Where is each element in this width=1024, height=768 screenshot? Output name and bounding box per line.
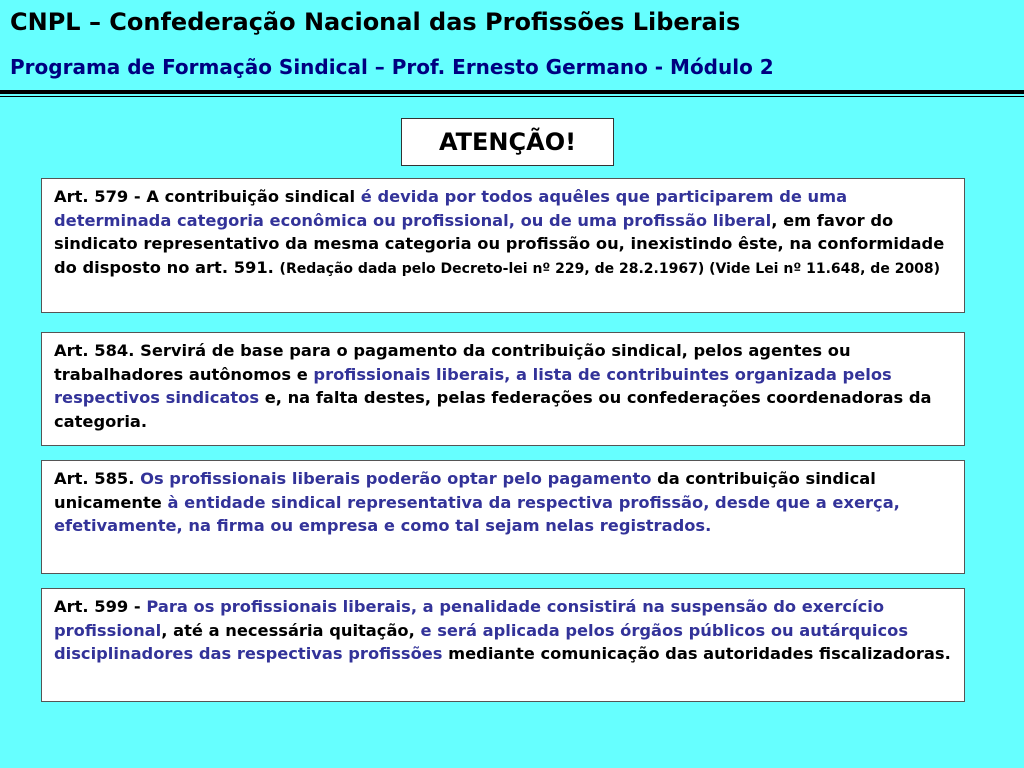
- page-title: CNPL – Confederação Nacional das Profissões Liberais: [10, 8, 741, 36]
- article-599-box: [41, 588, 965, 702]
- header-divider-thick: [0, 90, 1024, 94]
- article-584-text-cont: e, na falta destes, pelas federações ou confederações coordenadoras da categoria.: [54, 388, 932, 432]
- attention-banner: ATENÇÃO!: [401, 118, 614, 166]
- article-579-note: (Redação dada pelo Decreto-lei nº 229, de 28.2.1967) (Vide Lei nº 11.648, de 2008): [279, 261, 941, 278]
- page-subtitle: Programa de Formação Sindical – Prof. Ernesto Germano - Módulo 2: [10, 55, 774, 79]
- article-599-highlight: Para os profissionais liberais, a penalidade consistirá na suspensão do exercício profissional: [54, 597, 885, 640]
- article-579-highlight: é devida por todos aquêles que participarem de uma determinada categoria econômica ou profissional, ou de uma profissão liberal: [54, 187, 848, 230]
- article-579-text: Art. 579 - A contribuição sindical: [54, 187, 361, 206]
- article-579-text-cont: , em favor do sindicato representativo da mesma categoria ou profissão ou, inexistindo êste, na conformidade do disposto no art. 591.: [54, 210, 945, 278]
- article-585-text: Art. 585.: [54, 469, 141, 488]
- article-599-text: Art. 599 -: [54, 597, 147, 616]
- article-599-text-cont: , até a necessária quitação,: [161, 620, 421, 640]
- article-599-text-end: mediante comunicação das autoridades fiscalizadoras.: [442, 644, 951, 664]
- header-divider-thin: [0, 96, 1024, 97]
- article-585-highlight: Os profissionais liberais poderão optar pelo pagamento: [140, 469, 652, 488]
- article-584-box: [41, 332, 965, 446]
- article-579-box: [41, 178, 965, 313]
- article-584-highlight: profissionais liberais, a lista de contribuintes organizada pelos respectivos sindicatos: [54, 364, 892, 408]
- article-599-highlight-2: e será aplicada pelos órgãos públicos ou autárquicos disciplinadores das respectivas profissões: [54, 620, 909, 664]
- article-585-box: [41, 460, 965, 574]
- article-584-text: Art. 584. Servirá de base para o pagamento da contribuição sindical, pelos agentes ou trabalhadores autônomos e: [54, 341, 851, 384]
- article-585-highlight-2: à entidade sindical representativa da respectiva profissão, desde que a exerça, efetivamente, na firma ou empresa e como tal sejam nelas registrados.: [54, 492, 900, 536]
- article-585-text-cont: da contribuição sindical unicamente: [54, 469, 876, 512]
